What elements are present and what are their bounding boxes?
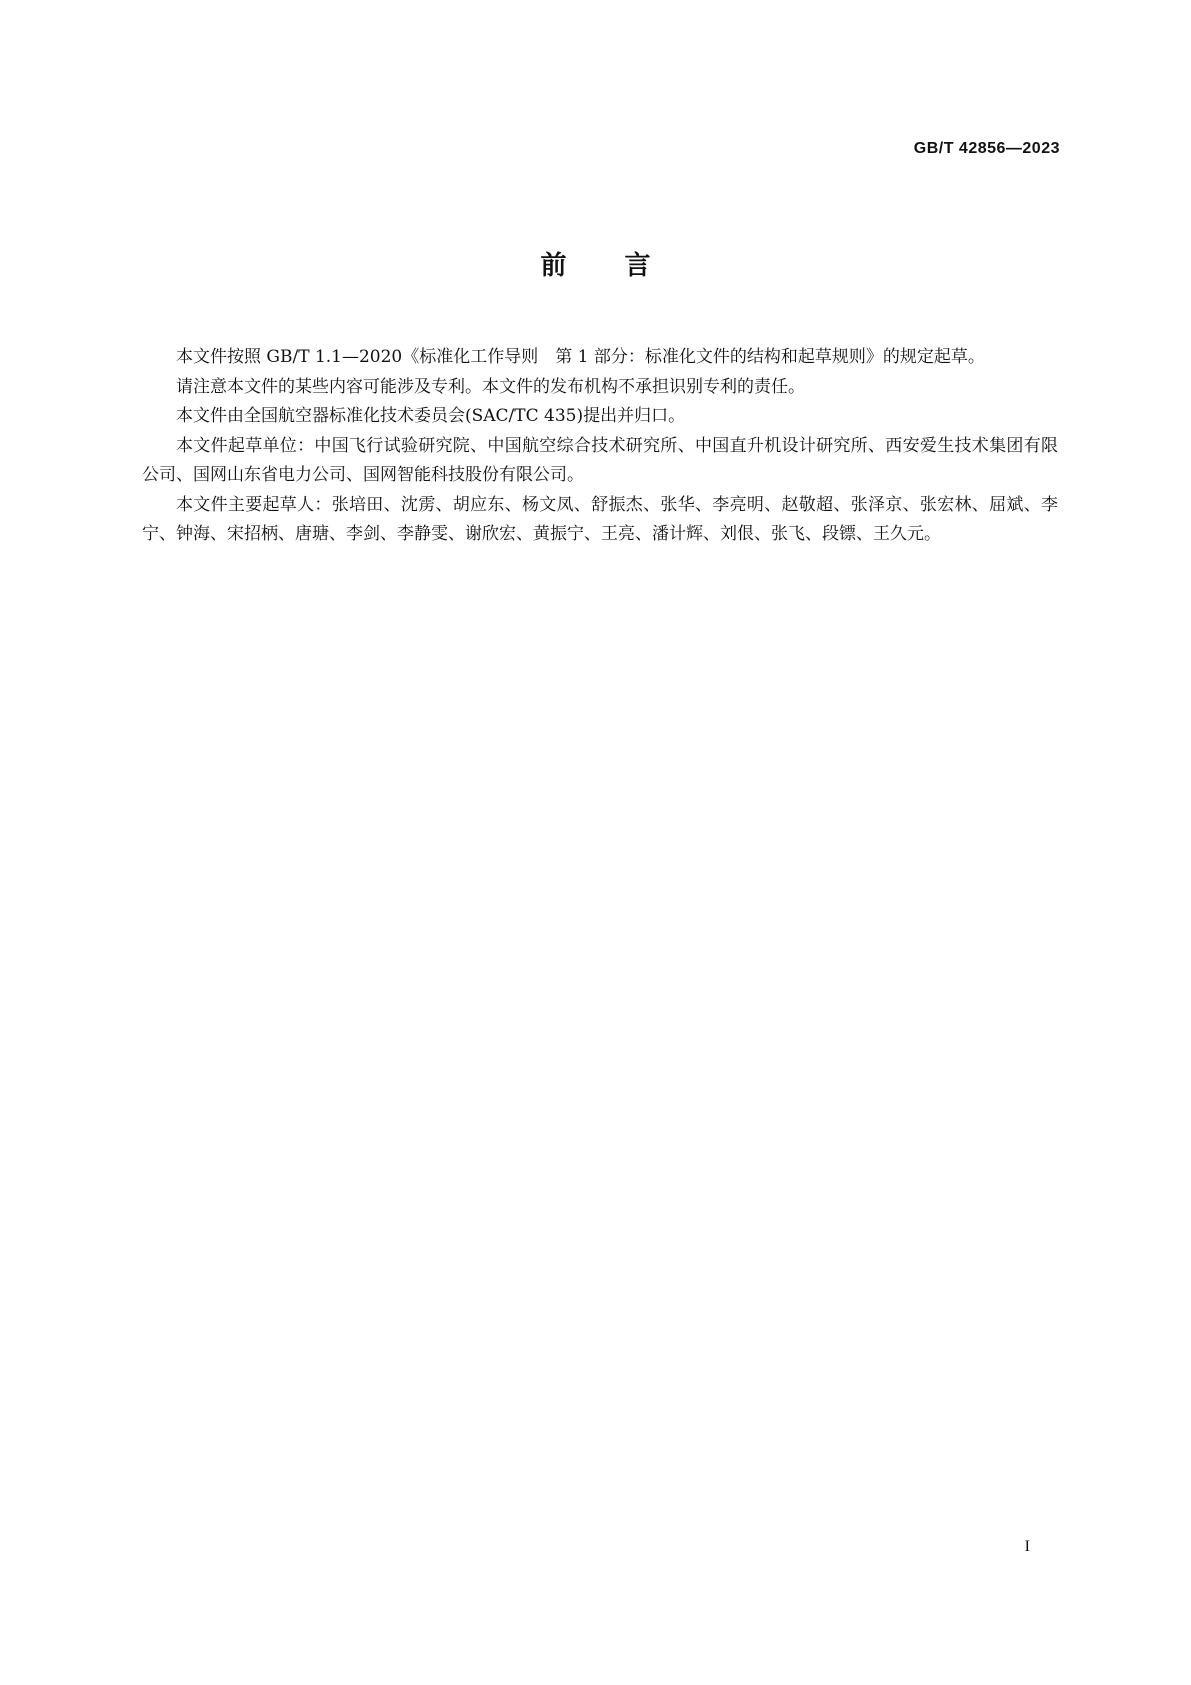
page-number: I <box>1024 1538 1030 1555</box>
paragraph-drafting-rules: 本文件按照 GB/T 1.1—2020《标准化工作导则 第 1 部分：标准化文件的结构和起草规则》的规定起草。 <box>176 347 985 367</box>
paragraph-drafters: 本文件主要起草人：张培田、沈雳、胡应东、杨文凤、舒振杰、张华、李亮明、赵敬超、张泽京、张宏林、屈斌、李宁、钟海、宋招柄、唐瑭、李剑、李静雯、谢欣宏、黄振宁、王亮、潘计辉、刘佷、张飞、段镖、王久元。 <box>142 494 1058 544</box>
page-title: 前言 <box>540 251 709 281</box>
paragraph-patent-notice: 请注意本文件的某些内容可能涉及专利。本文件的发布机构不承担识别专利的责任。 <box>176 376 805 397</box>
document-code: GB/T 42856—2023 <box>913 140 1060 157</box>
paragraph-proposer: 本文件由全国航空器标准化技术委员会(SAC/TC 435)提出并归口。 <box>176 406 686 426</box>
paragraph-drafting-units: 本文件起草单位：中国飞行试验研究院、中国航空综合技术研究所、中国直升机设计研究所、西安爱生技术集团有限公司、国网山东省电力公司、国网智能科技股份有限公司。 <box>142 435 1058 485</box>
foreword-body <box>142 343 1058 550</box>
